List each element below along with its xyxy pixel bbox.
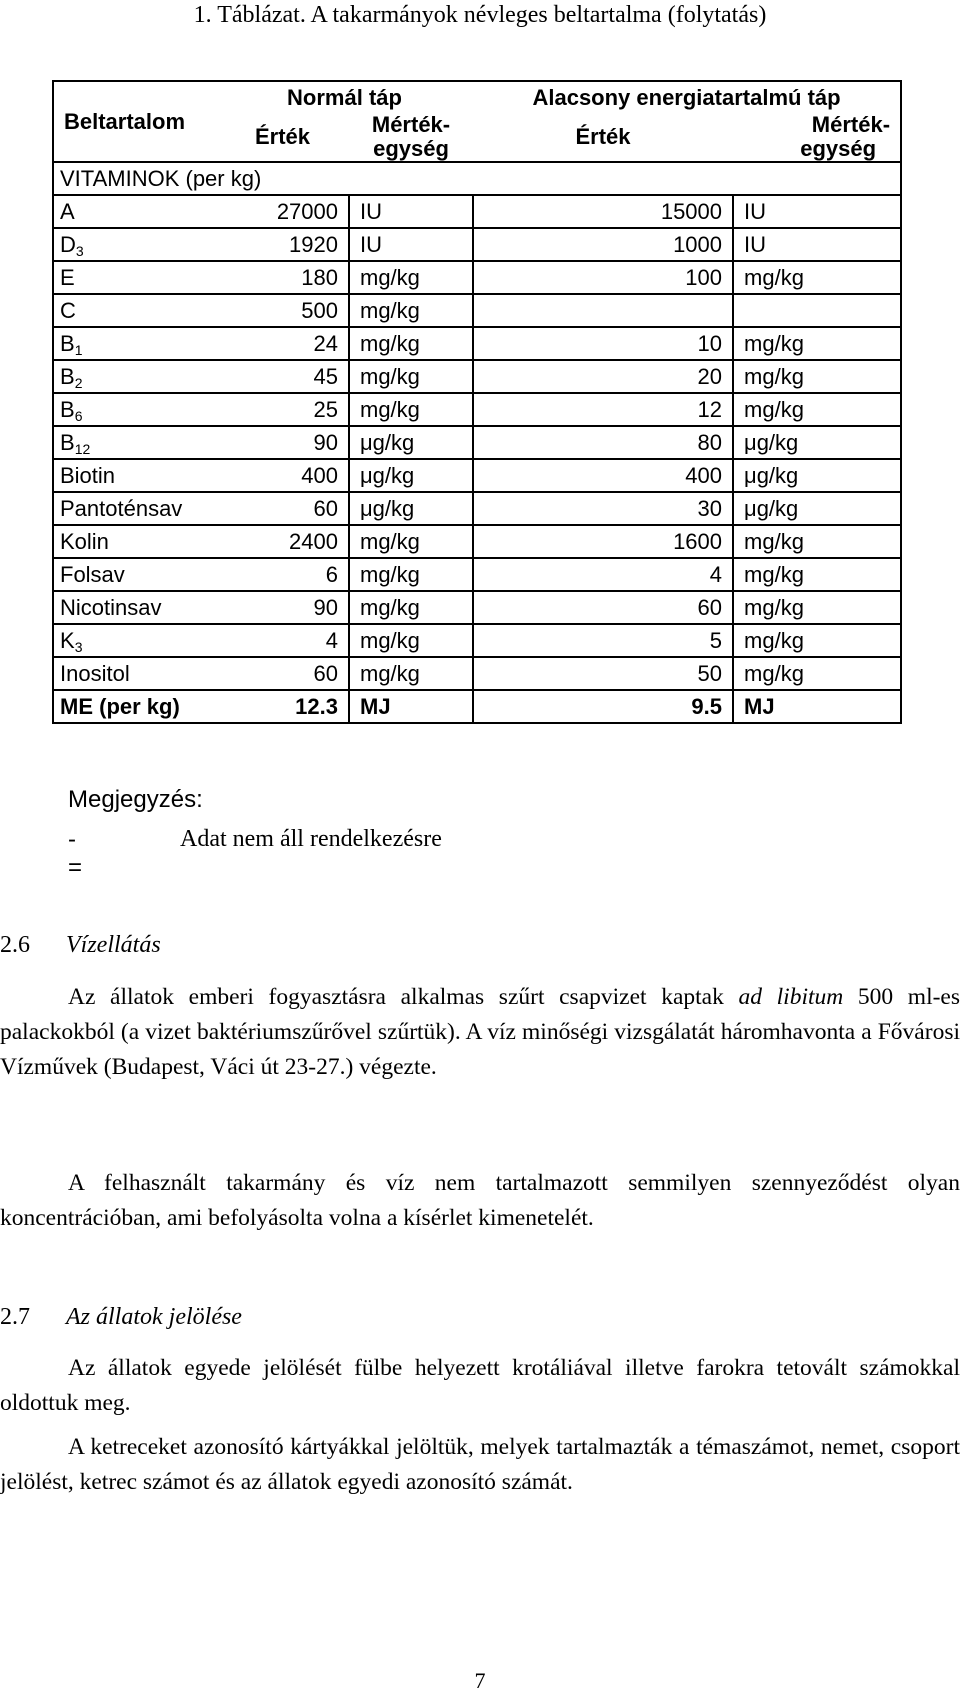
low-energy-value: 400: [473, 459, 733, 492]
p1-italic: ad libitum: [738, 984, 844, 1010]
table-row: [53, 426, 901, 459]
table-row: [53, 558, 901, 591]
section-row: [53, 162, 901, 195]
normal-unit: mg/kg: [349, 261, 473, 294]
normal-value: 4: [216, 624, 349, 657]
section-number: 2.6: [0, 932, 30, 958]
normal-unit: IU: [349, 195, 473, 228]
nutrient-name-text: Nicotinsav: [60, 595, 162, 620]
normal-value: 90: [216, 591, 349, 624]
normal-unit: mg/kg: [349, 558, 473, 591]
nutrient-name: [53, 525, 216, 558]
section-number: 2.7: [0, 1304, 30, 1330]
table-row: [53, 228, 901, 261]
low-energy-value: 10: [473, 327, 733, 360]
low-energy-value: 15000: [473, 195, 733, 228]
header-normal-tap: Normál táp: [216, 81, 473, 113]
low-energy-unit: mg/kg: [733, 525, 901, 558]
nutrient-name-text: Biotin: [60, 463, 116, 488]
low-energy-value: 4: [473, 558, 733, 591]
nutrient-table: [52, 80, 902, 724]
nutrient-name-text: Pantoténsav: [60, 496, 183, 521]
nutrient-name: [53, 228, 216, 261]
normal-value: 400: [216, 459, 349, 492]
header-unit-2-line1: Mérték-: [811, 112, 891, 137]
table-row: [53, 624, 901, 657]
low-energy-unit: mg/kg: [733, 393, 901, 426]
nutrient-name-text: Folsav: [60, 562, 125, 587]
nutrient-name-text: C: [60, 298, 76, 323]
low-energy-value: [473, 294, 733, 327]
note-text: Adat nem áll rendelkezésre: [180, 826, 442, 852]
nutrient-subscript: 1: [74, 342, 83, 358]
low-energy-unit: μg/kg: [733, 459, 901, 492]
nutrient-name: [53, 327, 216, 360]
low-energy-unit: μg/kg: [733, 492, 901, 525]
nutrient-name: [53, 459, 216, 492]
low-energy-unit: IU: [733, 195, 901, 228]
p1-text-b: 500 ml-es palackokból (a vizet baktériumszűrővel szűrtük). A víz minőségi vizsgálatát háromhavonta a Fővárosi Vízművek (Budapest, Váci út 23-27.) végezte.: [0, 984, 960, 1080]
normal-value: 24: [216, 327, 349, 360]
table-row: [53, 492, 901, 525]
low-energy-unit: mg/kg: [733, 657, 901, 690]
nutrient-name: [53, 360, 216, 393]
low-energy-unit: IU: [733, 228, 901, 261]
nutrient-name: [53, 558, 216, 591]
paragraph-contamination: [0, 1166, 960, 1236]
normal-unit: mg/kg: [349, 525, 473, 558]
p1-text-a: Az állatok emberi fogyasztásra alkalmas szűrt csapvizet kaptak: [68, 984, 739, 1010]
paragraph-marking: [0, 1351, 960, 1421]
nutrient-name-text: B: [60, 397, 75, 422]
nutrient-name: [53, 195, 216, 228]
table-row: [53, 525, 901, 558]
normal-unit: mg/kg: [349, 624, 473, 657]
normal-value: 90: [216, 426, 349, 459]
nutrient-name: [53, 624, 216, 657]
table-row: [53, 327, 901, 360]
table-row: [53, 195, 901, 228]
table-row: [53, 261, 901, 294]
nutrient-name: [53, 492, 216, 525]
header-unit-2-line2: egység: [800, 136, 877, 161]
p3-text: Az állatok egyede jelölését fülbe helyezett krotáliával illetve farokra tetovált számokkal oldottuk meg.: [0, 1355, 960, 1416]
nutrient-subscript: 2: [74, 375, 83, 391]
me-label: ME (per kg): [53, 690, 216, 723]
normal-value: 60: [216, 657, 349, 690]
normal-unit: mg/kg: [349, 294, 473, 327]
normal-value: 500: [216, 294, 349, 327]
table-row: [53, 393, 901, 426]
normal-value: 6: [216, 558, 349, 591]
page-number: 7: [474, 1668, 486, 1693]
nutrient-name: [53, 591, 216, 624]
nutrient-name-text: Kolin: [60, 529, 109, 554]
normal-unit: μg/kg: [349, 426, 473, 459]
table-header-row: [53, 81, 901, 113]
nutrient-name: [53, 294, 216, 327]
low-energy-value: 1600: [473, 525, 733, 558]
paragraph-water: [0, 980, 960, 1085]
p2-text: A felhasznált takarmány és víz nem tartalmazott semmilyen szennyeződést olyan koncentrációban, ami befolyásolta volna a kísérlet kimenetelét.: [0, 1170, 960, 1231]
table-row-me: [53, 690, 901, 723]
low-energy-value: 5: [473, 624, 733, 657]
nutrient-name-text: Inositol: [60, 661, 130, 686]
normal-unit: mg/kg: [349, 360, 473, 393]
nutrient-name-text: E: [60, 265, 75, 290]
nutrient-name-text: B: [60, 364, 75, 389]
header-ertek-1: Érték: [216, 113, 349, 162]
low-energy-unit: mg/kg: [733, 261, 901, 294]
low-energy-unit: mg/kg: [733, 591, 901, 624]
normal-unit: IU: [349, 228, 473, 261]
nutrient-name-text: B: [60, 331, 75, 356]
header-unit-2: [733, 113, 901, 162]
low-energy-value: 12: [473, 393, 733, 426]
low-energy-value: 100: [473, 261, 733, 294]
section-title: Vízellátás: [66, 932, 161, 958]
normal-unit: mg/kg: [349, 393, 473, 426]
nutrient-name: [53, 393, 216, 426]
normal-value: 25: [216, 393, 349, 426]
nutrient-subscript: 6: [74, 408, 83, 424]
nutrient-subscript: 3: [75, 243, 84, 259]
low-energy-value: 60: [473, 591, 733, 624]
low-energy-value: 80: [473, 426, 733, 459]
header-alacsony-tap: Alacsony energiatartalmú táp: [473, 81, 901, 113]
me-normal-value: 12.3: [216, 690, 349, 723]
normal-unit: μg/kg: [349, 459, 473, 492]
low-energy-unit: [733, 294, 901, 327]
header-unit-1-line1: Mérték-: [371, 112, 451, 137]
low-energy-value: 50: [473, 657, 733, 690]
table-row: [53, 459, 901, 492]
low-energy-unit: mg/kg: [733, 624, 901, 657]
section-vitamins: VITAMINOK (per kg): [53, 162, 901, 195]
nutrient-subscript: 3: [74, 639, 83, 655]
low-energy-unit: μg/kg: [733, 426, 901, 459]
nutrient-name-text: D: [60, 232, 76, 257]
note-dash: - =: [68, 826, 83, 881]
paragraph-cards: [0, 1430, 960, 1500]
low-energy-unit: mg/kg: [733, 558, 901, 591]
section-title: Az állatok jelölése: [66, 1304, 242, 1330]
p4-text: A ketreceket azonosító kártyákkal jelöltük, melyek tartalmazták a témaszámot, nemet, csoport jelölést, ketrec számot és az állatok egyedi azonosító számát.: [0, 1434, 960, 1495]
normal-unit: mg/kg: [349, 591, 473, 624]
nutrient-name: [53, 261, 216, 294]
normal-unit: mg/kg: [349, 657, 473, 690]
table-row: [53, 360, 901, 393]
nutrient-subscript: 12: [74, 441, 91, 457]
low-energy-value: 1000: [473, 228, 733, 261]
low-energy-value: 30: [473, 492, 733, 525]
note-label: Megjegyzés:: [68, 786, 203, 813]
low-energy-unit: mg/kg: [733, 360, 901, 393]
normal-unit: mg/kg: [349, 327, 473, 360]
header-beltartalom: Beltartalom: [53, 81, 216, 162]
normal-value: 60: [216, 492, 349, 525]
header-ertek-2: Érték: [473, 113, 733, 162]
me-low-value: 9.5: [473, 690, 733, 723]
nutrient-name: [53, 426, 216, 459]
normal-value: 2400: [216, 525, 349, 558]
header-unit-1-line2: egység: [373, 136, 449, 161]
normal-value: 1920: [216, 228, 349, 261]
normal-value: 27000: [216, 195, 349, 228]
header-unit-1: [349, 113, 473, 162]
nutrient-name: [53, 657, 216, 690]
me-low-unit: MJ: [733, 690, 901, 723]
table-row: [53, 294, 901, 327]
nutrient-name-text: K: [60, 628, 75, 653]
nutrient-name-text: A: [60, 199, 75, 224]
nutrient-name-text: B: [60, 430, 75, 455]
me-normal-unit: MJ: [349, 690, 473, 723]
low-energy-value: 20: [473, 360, 733, 393]
normal-unit: μg/kg: [349, 492, 473, 525]
table-caption: 1. Táblázat. A takarmányok névleges beltartalma (folytatás): [193, 2, 767, 28]
table-row: [53, 591, 901, 624]
low-energy-unit: mg/kg: [733, 327, 901, 360]
normal-value: 45: [216, 360, 349, 393]
normal-value: 180: [216, 261, 349, 294]
table-row: [53, 657, 901, 690]
